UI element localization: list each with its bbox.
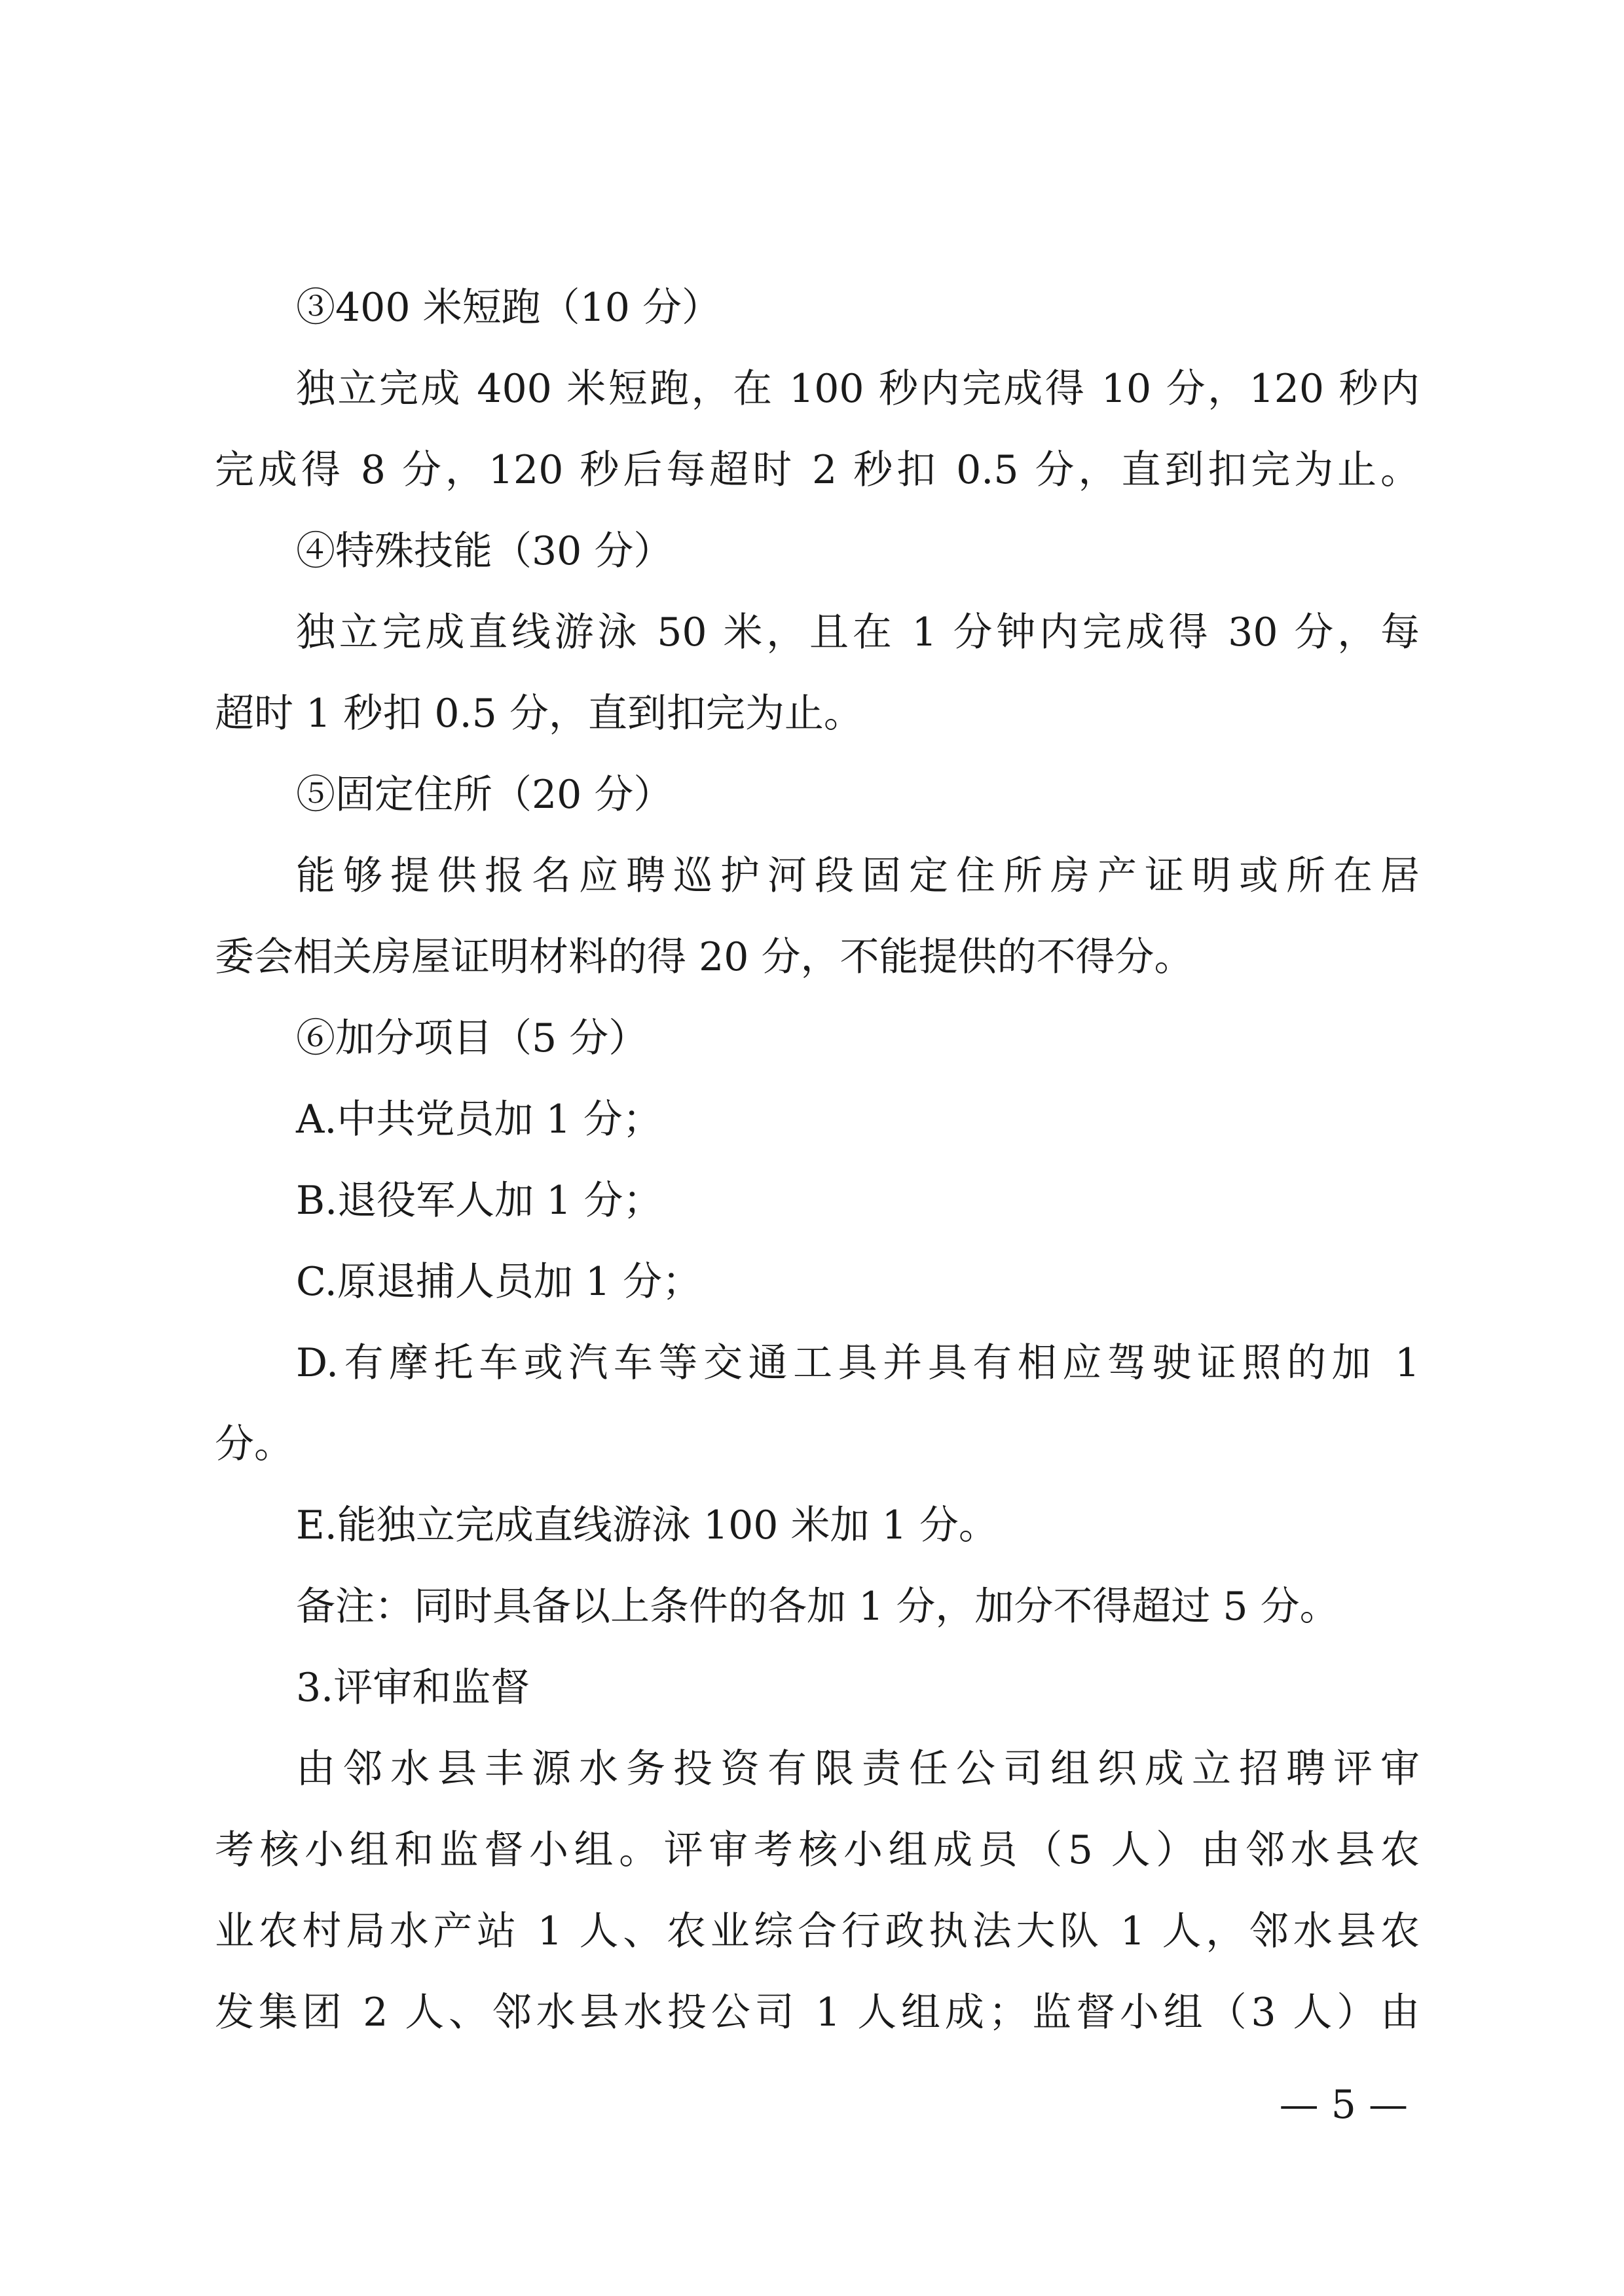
paragraph-line: 独立完成 400 米短跑，在 100 秒内完成得 10 分，120 秒内 [296,366,1420,412]
paragraph-line: 由邻水县丰源水务投资有限责任公司组织成立招聘评审 [296,1746,1420,1792]
paragraph-line: 业农村局水产站 1 人、农业综合行政执法大队 1 人，邻水县农 [215,1908,1420,1954]
paragraph-line: 独立完成直线游泳 50 米，且在 1 分钟内完成得 30 分，每 [296,610,1420,655]
remark-line: 备注：同时具备以上条件的各加 1 分，加分不得超过 5 分。 [296,1584,1339,1630]
paragraph-line: 超时 1 秒扣 0.5 分，直到扣完为止。 [215,691,863,737]
section-review-supervision-heading: 3.评审和监督 [296,1665,530,1711]
bonus-item-d-continued: 分。 [215,1421,293,1467]
item-400m-sprint-heading: ③400 米短跑（10 分） [296,285,722,331]
bonus-item-a: A.中共党员加 1 分； [296,1097,662,1142]
paragraph-line: 委会相关房屋证明材料的得 20 分，不能提供的不得分。 [215,934,1194,980]
paragraph-line: 完成得 8 分，120 秒后每超时 2 秒扣 0.5 分，直到扣完为止。 [215,447,1420,493]
paragraph-line: 发集团 2 人、邻水县水投公司 1 人组成；监督小组（3 人）由 [215,1990,1420,2035]
paragraph-line: 考核小组和监督小组。评审考核小组成员（5 人）由邻水县农 [215,1827,1420,1873]
page-number: — 5 — [1279,2082,1408,2128]
bonus-item-d: D.有摩托车或汽车等交通工具并具有相应驾驶证照的加 1 [296,1340,1420,1386]
bonus-item-c: C.原退捕人员加 1 分； [296,1259,702,1305]
bonus-item-e: E.能独立完成直线游泳 100 米加 1 分。 [296,1503,998,1548]
document-body [215,267,1420,2053]
item-fixed-residence-heading: ⑤固定住所（20 分） [296,772,673,818]
item-bonus-points-heading: ⑥加分项目（5 分） [296,1015,648,1061]
paragraph-line: 能够提供报名应聘巡护河段固定住所房产证明或所在居 [296,853,1420,899]
bonus-item-b: B.退役军人加 1 分； [296,1178,663,1224]
item-special-skill-heading: ④特殊技能（30 分） [296,528,673,574]
